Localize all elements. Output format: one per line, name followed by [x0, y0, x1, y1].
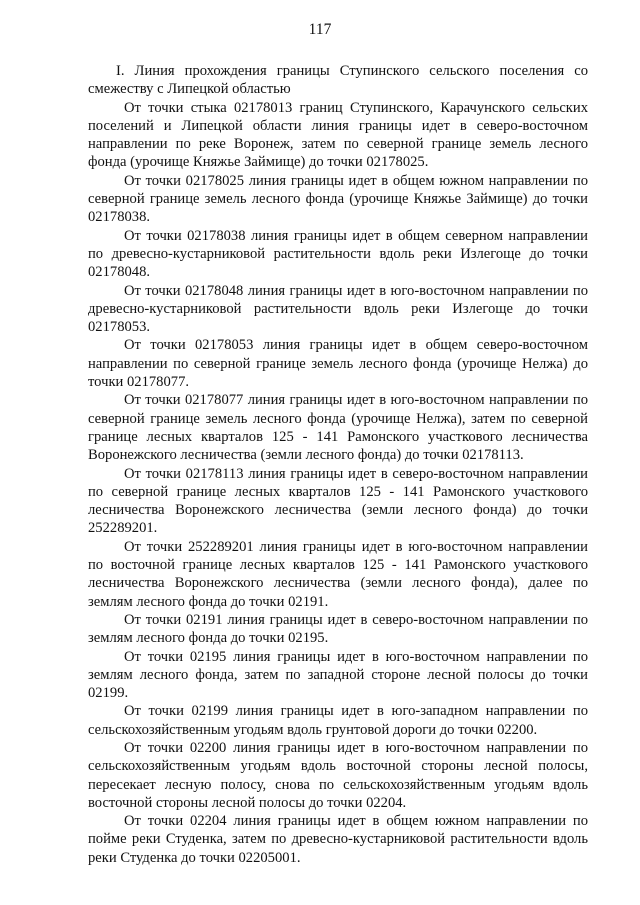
paragraph: От точки 02191 линия границы идет в северо-восточном направлении по землям лесного фонда до точки 02195. — [88, 611, 588, 647]
paragraph: От точки 252289201 линия границы идет в юго-восточном направлении по восточной границе лесных кварталов 125 - 141 Рамонского участкового лесничества Воронежского лесничества (земли лесного фонда), далее по землям лесного фонда до точки 02191. — [88, 538, 588, 610]
paragraph: От точки 02178048 линия границы идет в юго-восточном направлении по древесно-кустарниковой растительности вдоль реки Излегоще до точки 02178053. — [88, 282, 588, 336]
paragraph: От точки 02195 линия границы идет в юго-восточном направлении по землям лесного фонда, затем по западной стороне лесной полосы до точки 02199. — [88, 648, 588, 702]
paragraph: От точки 02178038 линия границы идет в общем северном направлении по древесно-кустарниковой растительности вдоль реки Излегоще до точки 02178048. — [88, 227, 588, 281]
paragraph: От точки 02178053 линия границы идет в общем северо-восточном направлении по северной границе земель лесного фонда (урочище Нелжа) до точки 02178077. — [88, 337, 588, 391]
document-body — [88, 62, 588, 867]
page-number: 117 — [308, 21, 332, 38]
paragraph: От точки стыка 02178013 границ Ступинского, Карачунского сельских поселений и Липецкой области линия границы идет в северо-восточном направлении по реке Воронеж, затем по северной границе земель лесного фонда (урочище Княжье Займище) до точки 02178025. — [88, 99, 588, 171]
paragraph: От точки 02178077 линия границы идет в юго-восточном направлении по северной границе земель лесного фонда (урочище Нелжа), затем по северной границе лесных кварталов 125 - 141 Рамонского участкового лесничества Воронежского лесничества (земли лесного фонда) до точки 02178113. — [88, 392, 588, 464]
paragraph: От точки 02204 линия границы идет в общем южном направлении по пойме реки Студенка, затем по древесно-кустарниковой растительности вдоль реки Студенка до точки 02205001. — [88, 813, 588, 866]
paragraph: От точки 02178113 линия границы идет в северо-восточном направлении по северной границе лесных кварталов 125 - 141 Рамонского участкового лесничества Воронежского лесничества (земли лесного фонда) до точки 252289201. — [88, 465, 588, 537]
paragraph: От точки 02199 линия границы идет в юго-западном направлении по сельскохозяйственным угодьям вдоль грунтовой дороги до точки 02200. — [88, 703, 588, 738]
paragraph: От точки 02178025 линия границы идет в общем южном направлении по северной границе земель лесного фонда (урочище Княжье Займище) до точки 02178038. — [88, 172, 588, 226]
paragraph: От точки 02200 линия границы идет в юго-восточном направлении по сельскохозяйственным угодьям вдоль восточной стороны лесной полосы, пересекает лесную полосу, снова по сельскохозяйственным угодьям вдоль восточной стороны лесной полосы до точки 02204. — [88, 739, 588, 811]
section-heading: I. Линия прохождения границы Ступинского сельского поселения со смежеству с Липецкой областью — [88, 63, 588, 98]
